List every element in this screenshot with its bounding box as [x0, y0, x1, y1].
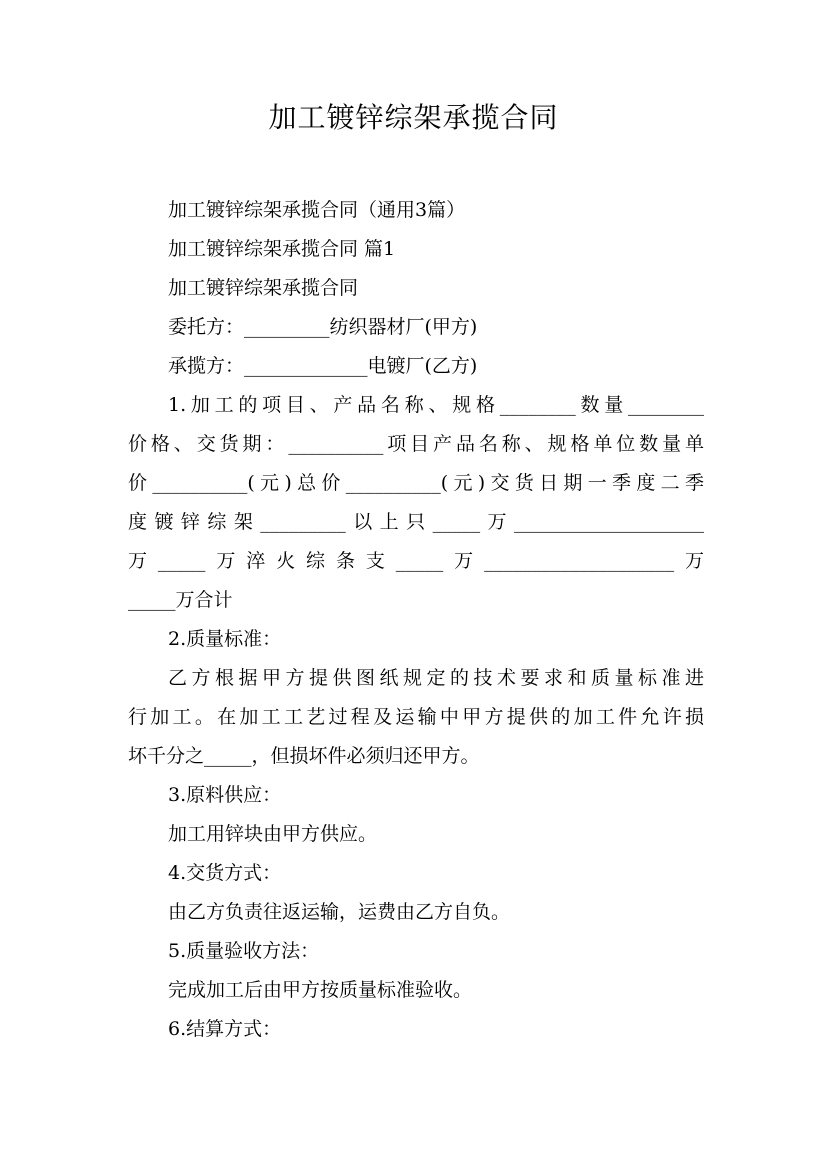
clause-6-heading: 6.结算方式：: [168, 1018, 282, 1040]
clause-2-heading: 2.质量标准：: [168, 628, 282, 650]
contract-name: 加工镀锌综架承揽合同: [168, 277, 359, 299]
clause-5-heading: 5.质量验收方法：: [168, 940, 320, 962]
clause-3-heading: 3.原料供应：: [168, 784, 282, 806]
clause-3-text: 加工用锌块由甲方供应。: [168, 823, 378, 845]
section-heading: 加工镀锌综架承揽合同 篇1: [168, 238, 396, 260]
clause-4-heading: 4.交货方式：: [168, 862, 282, 884]
clause-4-text: 由乙方负责往返运输，运费由乙方自负。: [168, 901, 511, 923]
subtitle-line: 加工镀锌综架承揽合同（通用3篇）: [168, 199, 466, 221]
clause-1-line-6: _____万合计: [128, 589, 233, 611]
clause-1-line-4: 度镀锌综架_________以上只_____万____________________: [128, 511, 704, 533]
clause-1-line-2: 价格、交货期：__________项目产品名称、规格单位数量单: [128, 433, 704, 455]
document-title: 加工镀锌综架承揽合同: [268, 101, 559, 134]
clause-1-line-1: 1.加工的项目、产品名称、规格________数量________: [168, 394, 704, 416]
clause-2-line-1: 乙方根据甲方提供图纸规定的技术要求和质量标准进: [168, 667, 704, 689]
party-b-line: 承揽方：_____________电镀厂(乙方): [168, 355, 478, 377]
party-a-line: 委托方：_________纺织器材厂(甲方): [168, 316, 478, 338]
document-body: [128, 191, 704, 1049]
clause-1-line-3: 价__________(元)总价__________(元)交货日期一季度二季: [128, 472, 704, 494]
clause-1-paragraph: [128, 386, 704, 620]
clause-2-line-3: 坏千分之_____，但损坏件必须归还甲方。: [128, 745, 480, 767]
clause-2-line-2: 行加工。在加工工艺过程及运输中甲方提供的加工件允许损: [128, 706, 704, 728]
clause-5-text: 完成加工后由甲方按质量标准验收。: [168, 979, 473, 1001]
clause-1-line-5: 万_____万淬火综条支_____万____________________万: [128, 550, 704, 572]
clause-2-paragraph: [128, 659, 704, 776]
